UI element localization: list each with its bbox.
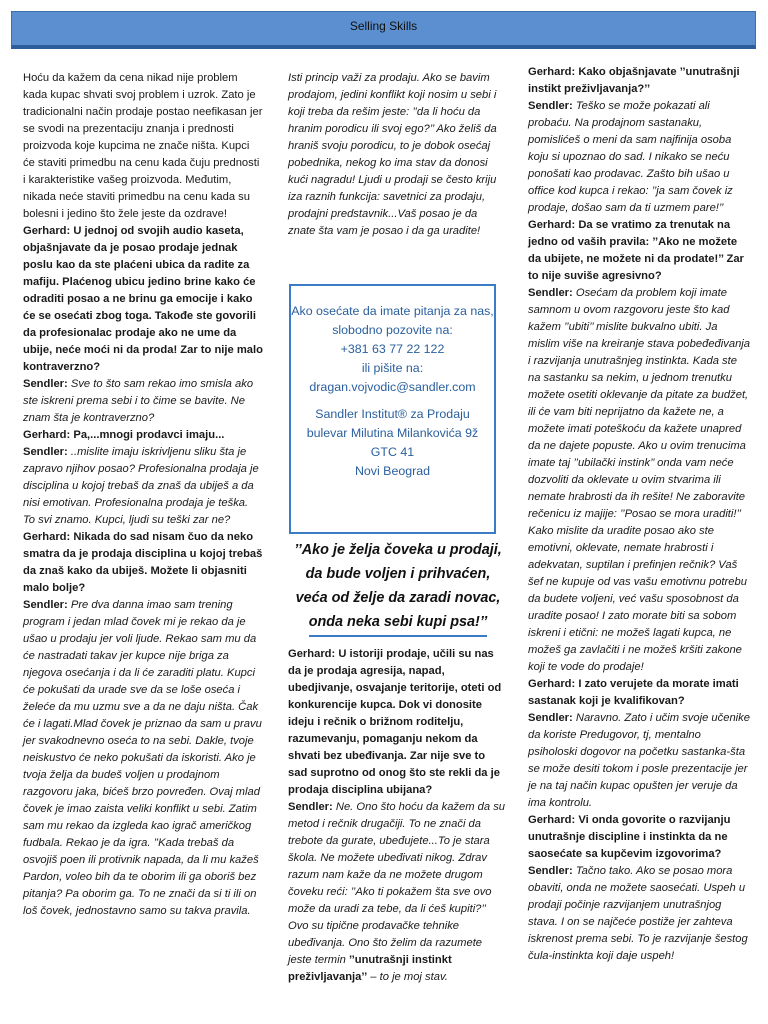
answer-4-text: Ne. Ono što hoću da kažem da su metod i rečnik drugačiji. To ne znači da trebote da gurate, ubeđujete...To je stara škola. Ne možete ubeđivati nikog. Zdrav razum nam kaže da ne možete drugom čoveku reći: ’’Ako ti pokažem šta sve ovo može da uradi za tebe, da li ćeš kupiti?’’ Ovo su tipične prodavačke tehnike ubeđivanja. Ono što želim da razumete jeste termin	[288, 801, 506, 966]
answer-5	[528, 98, 750, 217]
question-4: Gerhard: U istoriji prodaje, učili su nas da je prodaja agresija, napad, ubedjivanje, osvajanje teritorije, oteti od konkurencije kupca. Dok vi donosite ideju i rečnik o brižnom roditelju, razumevanju, pomaganju nekom da shvati bez ubeđivanja. Zar nije sve to sad suprotno od onog što ste rekli da je prodaja disciplina ubijana?	[288, 648, 502, 796]
question-2: Gerhard: Pa,...mnogi prodavci imaju...	[23, 429, 225, 441]
contact-city: Novi Beograd	[354, 464, 431, 478]
speaker-label: Sendler:	[23, 599, 68, 611]
contact-line-2: slobodno pozovite na:	[332, 323, 453, 337]
contact-org: Sandler Institut® za Prodaju	[315, 407, 470, 421]
contact-building: GTC 41	[370, 445, 415, 459]
answer-8-text: Tačno tako. Ako se posao mora obaviti, onda ne možete saosećati. Uspeh u prodaji počinje razvijanjem unutrašnjog stava. I on se najčeće postiže jer zahteva iskrenost prema sebi. To je razvijanje šestog čula-instinkta koji daje uspeh!	[528, 865, 748, 962]
contact-box	[289, 284, 496, 534]
contact-line-1: Ako osećate da imate pitanja za nas,	[291, 304, 494, 318]
answer-6	[528, 285, 750, 676]
intro-paragraph: Hoću da kažem da cena nikad nije problem kada kupac shvati svoj problem i uzrok. Zato je tradicionalni način prodaje postao neefikasan jer se svodi na prezentaciju znanja i prednosti proizvoda koje kupcima ne znače ništa. Kupci će staviti primedbu na cenu kada čuju prednosti i karakteristike vašeg proizvoda. Međutim, nikada neće staviti primedbu na cenu kada su bolesni i jedino što žele jeste da ozdrave!	[23, 72, 263, 220]
answer-2-text: ..mislite imaju iskrivljenu sliku šta je zapravo njihov posao? Profesionalna prodaja je disciplina u kojoj trebaš da znaš da ubiješ a da nisi emotivan. Profesionalna prodaja je teška. To svi znamo. Kupci, ljudi su teški zar ne?	[23, 446, 259, 526]
quote-line-4-text: onda neka sebi kupi psa!’’	[309, 610, 488, 637]
middle-paragraph: Isti princip važi za prodaju. Ako se bavim prodajom, jedini konflikt koji nosim u sebi i koji treba da rešim jeste: ’’da li hoću da hranim porodicu ili svoj ego?’’ Ako želiš da hraniš svoju porodicu, to je dobok osećaj pobednika, nekog ko ima stav da donosi kući nagradu! Ljudi u prodaji se često kriju iza raznih funkcija: savetnici za prodaju, prodajni predstavnik...Vaš posao je da znate šta vam je posao i da ga uradite!	[288, 72, 497, 237]
contact-address: bulevar Milutina Milankovića 9ž	[306, 426, 479, 440]
question-7: Gerhard: I zato verujete da morate imati sastanak koji je kvalifikovan?	[528, 678, 739, 707]
question-6: Gerhard: Da se vratimo za trenutak na jedno od vaših pravila: ’’Ako ne možete da ubijete, ne možete ni da prodate!’’ Zar to nije suviše agresivno?	[528, 219, 744, 282]
column-middle-top	[288, 70, 506, 240]
answer-1-text: Sve to što sam rekao imo smisla ako ste iskreni prema sebi i to čime se bavite. Ne znam šta je kontraverzno?	[23, 378, 254, 424]
question-1: Gerhard: U jednoj od svojih audio kaseta, objašnjavate da je posao prodaje jednak poslu kao da ste plaćeni ubica da radite za mafiju. Plaćenog ubicu jedino brine kako će odraditi posao a ne brinu ga emocije i kako će se osećati zbog toga. Takođe ste govorili da profesionalac prodaje ako ne ume da ubije, neće moći ni da proda! Zar to nije malo kontraverzno?	[23, 225, 263, 373]
answer-2	[23, 444, 263, 529]
answer-3	[23, 597, 263, 920]
speaker-label: Sendler:	[288, 801, 333, 813]
column-left	[23, 70, 263, 920]
column-right	[528, 64, 750, 965]
quote-line-3: veća od želje da zaradi novac,	[295, 590, 501, 606]
header-title: Selling Skills	[349, 19, 418, 33]
header-bar	[11, 11, 756, 49]
speaker-label: Sendler:	[23, 378, 68, 390]
answer-1	[23, 376, 263, 427]
speaker-label: Sendler:	[23, 446, 68, 458]
question-3: Gerhard: Nikada do sad nisam čuo da neko smatra da je prodaja disciplina u kojoj trebaš da znaš kako da ubiješ. Možete li objasniti malo bolje?	[23, 531, 263, 594]
quote-line-1: ’’Ako je želja čoveka u prodaji,	[294, 542, 502, 558]
answer-4-bold: ’’unutrašnji instinkt preživljavanja’’	[288, 954, 452, 983]
question-5: Gerhard: Kako objašnjavate ’’unutrašnji instikt preživljavanja?’’	[528, 66, 740, 95]
answer-7-text: Naravno. Zato i učim svoje učenike da koriste Predugovor, tj, mentalno psiholoski dogovor na početku sastanka-šta se može desiti tokom i posle prezentacije jer je na taj način kupac opušten jer veruje da ima kontrolu.	[528, 712, 750, 809]
contact-gap	[291, 397, 494, 405]
contact-line-3: ili pišite na:	[361, 361, 424, 375]
answer-7	[528, 710, 750, 812]
answer-6-text: Osećam da problem koji imate samnom u ovom razgovoru jeste što kad kažem ’’ubiti’’ mislite bukvalno ubiti. Ja mislim više na kreiranje stava pobeđeđivanja i razvijanja unutrašnjeg instinkta. Kada ste na sastanku sa nekim, u jednom trenutku možete osetiti oklevanje da pitate za budžet, ili će vam biti neprijatno da kažete ne, a možete imati poteškoću da kažete unapred da ne dajete popuste. Ako u ovim trenucima imate taj ’’ubilački instink’’ onda vam neće dozvoliti da oklevate u ovim stvarima ili nemate hrabrosti da ih rešite! Ne zaboravite rečenicu iz majije: ’’Posao se mora uraditi!’’ Kako mislite da uradite posao ako ste emotivni, oklevate, nemate hrabrosti i adekvatan, suptilan i prefinjen rečnik? Vaš šef ne kupuje od vas vašu emotivnu potrebu da budete voljeni, već vašu sposobnost da uradite posao! I zato morate biti sa sobom iskreni i etični: ne možeš lagati kupca, ne možeš ga zavlačiti i ne možeš kršiti zakone koji te vode do prodaje!	[528, 287, 750, 673]
speaker-label: Sendler:	[528, 865, 573, 877]
column-middle-bottom	[288, 646, 506, 986]
quote-line-2: da bude voljen i prihvaćen,	[305, 566, 491, 582]
contact-email[interactable]: dragan.vojvodic@sandler.com	[309, 380, 476, 394]
speaker-label: Sendler:	[528, 287, 573, 299]
answer-4	[288, 799, 506, 986]
pull-quote	[282, 538, 514, 637]
answer-5-text: Teško se može pokazati ali probaću. Na prodajnom sastanaku, pomislićeš o meni da sam najfinija osoba koju si upoznao do sad. I nikako se neću ponošati kao prodavac. Zašto bih ušao u office kod kupca i rekao: ’’ja sam čovek iz prodaje, došao sam da ti uzmem pare!’’	[528, 100, 733, 214]
quote-line-4	[282, 610, 514, 637]
question-8: Gerhard: Vi onda govorite o razvijanju unutrašnje discipline i instinkta da ne saosećate sa kupčevim izgovorima?	[528, 814, 731, 860]
speaker-label: Sendler:	[528, 712, 573, 724]
answer-4-end: – to je moj stav.	[367, 971, 448, 983]
speaker-label: Sendler:	[528, 100, 573, 112]
contact-phone[interactable]: +381 63 77 22 122	[340, 342, 445, 356]
answer-8	[528, 863, 750, 965]
answer-3-text: Pre dva danna imao sam trening program i jedan mlad čovek mi je rekao da je ušao u prodaju jer voli ljude. Rekao sam mu da će nastradati takav jer kupce nije briga za njegova osećanja i da li će zaraditi platu. Kupci će pokušati da urade sve da se loše oseća i želeće da mu uzmu sve a da ne daju ništa. Čak će i lagati.Mlad čovek je priznao da sam u pravu jer svakodnevno oseća to na sebi. Dakle, tvoje neiskustvo će neko pokušati da iskoristi. Ako je tvoja želja da budeš voljen u prodajnom razgovoru jaka, bićeš brzo povređen. Ovaj mlad čovek je imao zaista veliki konflikt u sebi. Zatim sam mu rekao da izgleda kao igrač američkog fudbala. Rekao je da igra. ’’Kada trebaš da osvojiš poen ili protivnik napada, da li mu kažeš Pardon, voleo bih da te oborim ili ga oboriš bez pitanja? Pa oborim ga. To ne znači da si ti ili on loš čovek, jednostavno samo su takva pravila.	[23, 599, 262, 917]
